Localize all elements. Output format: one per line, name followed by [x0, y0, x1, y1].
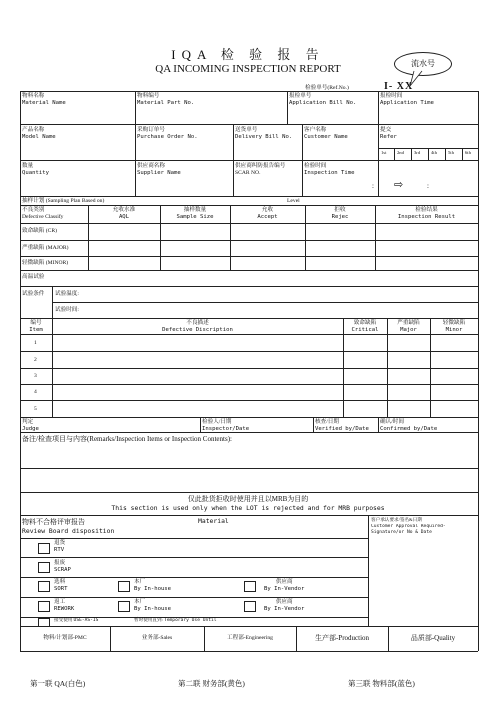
copy-3-material: 第三联 物料部(蓝色)	[348, 679, 415, 688]
defect-row-5: 5	[34, 406, 37, 412]
rework-checkbox[interactable]	[38, 601, 50, 612]
ref-no-label: 检验单号(Ref.No.)	[305, 85, 349, 91]
sort-label: 选料 SORT	[54, 579, 68, 592]
material-part-no-label: 物料编号 Material Part No.	[137, 93, 195, 106]
refer-1st[interactable]: 1st	[381, 150, 387, 155]
accept-header: 允收 Accept	[257, 207, 278, 220]
confirmed-by-label: 确认/时间 Confirmed by/Date	[380, 419, 438, 432]
customer-name-label: 客户名称 Customer Name	[304, 127, 348, 140]
refer-4th[interactable]: 4th	[431, 150, 437, 155]
sort-in-vendor-checkbox[interactable]	[244, 581, 256, 592]
sort-checkbox[interactable]	[38, 581, 50, 592]
arrow-right-icon: ⇨	[394, 179, 404, 191]
verified-by-label: 核查/日期 Verified by/Date	[315, 419, 369, 432]
test-time-label: 试验时间:	[55, 307, 79, 313]
copy-1-qa: 第一联 QA(白色)	[30, 679, 86, 688]
refer-label: 提交 Refer	[380, 127, 397, 140]
defect-row-3: 3	[34, 373, 37, 379]
refer-6th[interactable]: 6th	[465, 150, 471, 155]
high-temp-test-label: 高温试验	[22, 274, 45, 280]
start-time-colon: :	[372, 182, 374, 190]
end-time-colon: :	[427, 182, 429, 190]
report-title-cn: IQA 检 验 报 告	[171, 47, 325, 62]
purchase-order-label: 采购订单号 Purchase Order No.	[137, 127, 198, 140]
rework-in-house-label: 本厂 By In-house	[134, 599, 172, 612]
dept-engineering: 工程部-Engineering	[227, 635, 273, 641]
quantity-label: 数量 Quantity	[22, 163, 49, 176]
minor-defect-row: 轻微缺陷 (MINOR)	[22, 260, 69, 266]
sampling-plan-label: 抽样计划 (Sampling Plan Based on)	[22, 198, 105, 204]
sampling-level-label: Level	[287, 198, 300, 204]
rework-in-vendor-checkbox[interactable]	[244, 601, 256, 612]
mrb-note-en: This section is used only when the LOT is rejected and for MRB purposes	[111, 504, 385, 512]
application-time-label: 报检时间 Application Time	[380, 93, 434, 106]
sample-size-header: 抽样数量 Sample Size	[176, 207, 214, 220]
use-as-is-checkbox[interactable]	[38, 618, 50, 627]
critical-defect-row: 致命缺陷 (CR)	[22, 228, 57, 234]
scrap-label: 报废 SCRAP	[54, 560, 71, 573]
serial-number-bubble: 流水号	[394, 52, 452, 76]
ref-no-value: I- XX	[384, 81, 414, 92]
refer-2nd[interactable]: 2nd	[397, 150, 404, 155]
model-name-label: 产品名称 Model Name	[22, 127, 56, 140]
mrb-title-en: Review Board disposition	[22, 527, 115, 535]
rtv-label: 退货 RTV	[54, 540, 66, 553]
mrb-title-cn: 物料不合格评审报告	[22, 518, 85, 526]
defect-row-1: 1	[34, 340, 37, 346]
refer-3rd[interactable]: 3rd	[414, 150, 421, 155]
inspection-time-label: 检验时间 Inspection Time	[304, 163, 355, 176]
rework-label: 返工 REWORK	[54, 599, 75, 612]
rtv-checkbox[interactable]	[38, 543, 50, 554]
sort-in-house-label: 本厂 By In-house	[134, 579, 172, 592]
dept-pmc: 物料/计划部-PMC	[43, 635, 87, 641]
defective-classify-header: 不良类别 Defective Classify	[22, 207, 64, 220]
material-name-label: 物料名称 Material Name	[22, 93, 66, 106]
copy-2-finance: 第二联 财务部(黄色)	[178, 679, 245, 688]
major-defect-row: 严重缺陷 (MAJOR)	[22, 245, 69, 251]
dept-sales: 业务部-Sales	[141, 635, 173, 641]
test-temperature-label: 试验温度:	[55, 291, 79, 297]
refer-5th[interactable]: 5th	[448, 150, 454, 155]
sort-in-vendor-label: 供应商 By In-Vendor	[264, 579, 305, 592]
sort-in-house-checkbox[interactable]	[118, 581, 130, 592]
minor-header: 轻微缺陷 Minor	[442, 320, 466, 333]
inspector-date-label: 检验人/日期 Inspector/Date	[202, 419, 250, 432]
rework-in-house-checkbox[interactable]	[118, 601, 130, 612]
temporary-use-label: 暂时使用直到: Temporary Use Until	[134, 617, 217, 623]
critical-header: 致命缺陷 Critical	[351, 320, 379, 333]
test-condition-label: 试验条件	[22, 291, 45, 297]
supplier-name-label: 供应商名称 Supplier Name	[137, 163, 181, 176]
dept-quality: 品质部-Quality	[410, 634, 456, 642]
reject-header: 拒收 Rejec	[331, 207, 349, 220]
mrb-note-cn: 仅此批货拒收时使用并且以MRB为目的	[187, 495, 309, 503]
delivery-bill-label: 送货单号 Delivery Bill No.	[235, 127, 293, 140]
remarks-label: 备注/检查项目与内容(Remarks/Inspection Items or Inspection Contents):	[22, 435, 232, 443]
dept-production: 生产部-Production	[314, 634, 370, 642]
customer-approval-cn: 客户承认要求/签名&日期	[371, 517, 422, 522]
defect-row-4: 4	[34, 389, 37, 395]
item-header: 编号 Item	[29, 320, 43, 333]
use-as-is-label: 接受使用 USE-AS-IS	[54, 617, 99, 623]
judge-label: 判定 Judge	[22, 419, 39, 432]
major-header: 严重缺陷 Major	[397, 320, 420, 333]
scar-no-label: 供应商纠防报告编号 SCAR NO.	[235, 163, 286, 176]
scrap-checkbox[interactable]	[38, 562, 50, 573]
report-title-en: QA INCOMING INSPECTION REPORT	[155, 63, 341, 75]
inspection-result-header: 检验结果 Inspection Result	[397, 207, 456, 220]
defect-description-header: 不良描述 Defective Discription	[162, 320, 233, 333]
aql-header: 允收水准 AQL	[112, 207, 136, 220]
defect-row-2: 2	[34, 357, 37, 363]
application-bill-no-label: 报检单号 Application Bill No.	[289, 93, 357, 106]
customer-approval-en: Customer Approval Required-Signature/or No & Date	[371, 524, 446, 535]
mrb-title-material: Material	[198, 517, 229, 525]
rework-in-vendor-label: 供应商 By In-Vendor	[264, 599, 305, 612]
